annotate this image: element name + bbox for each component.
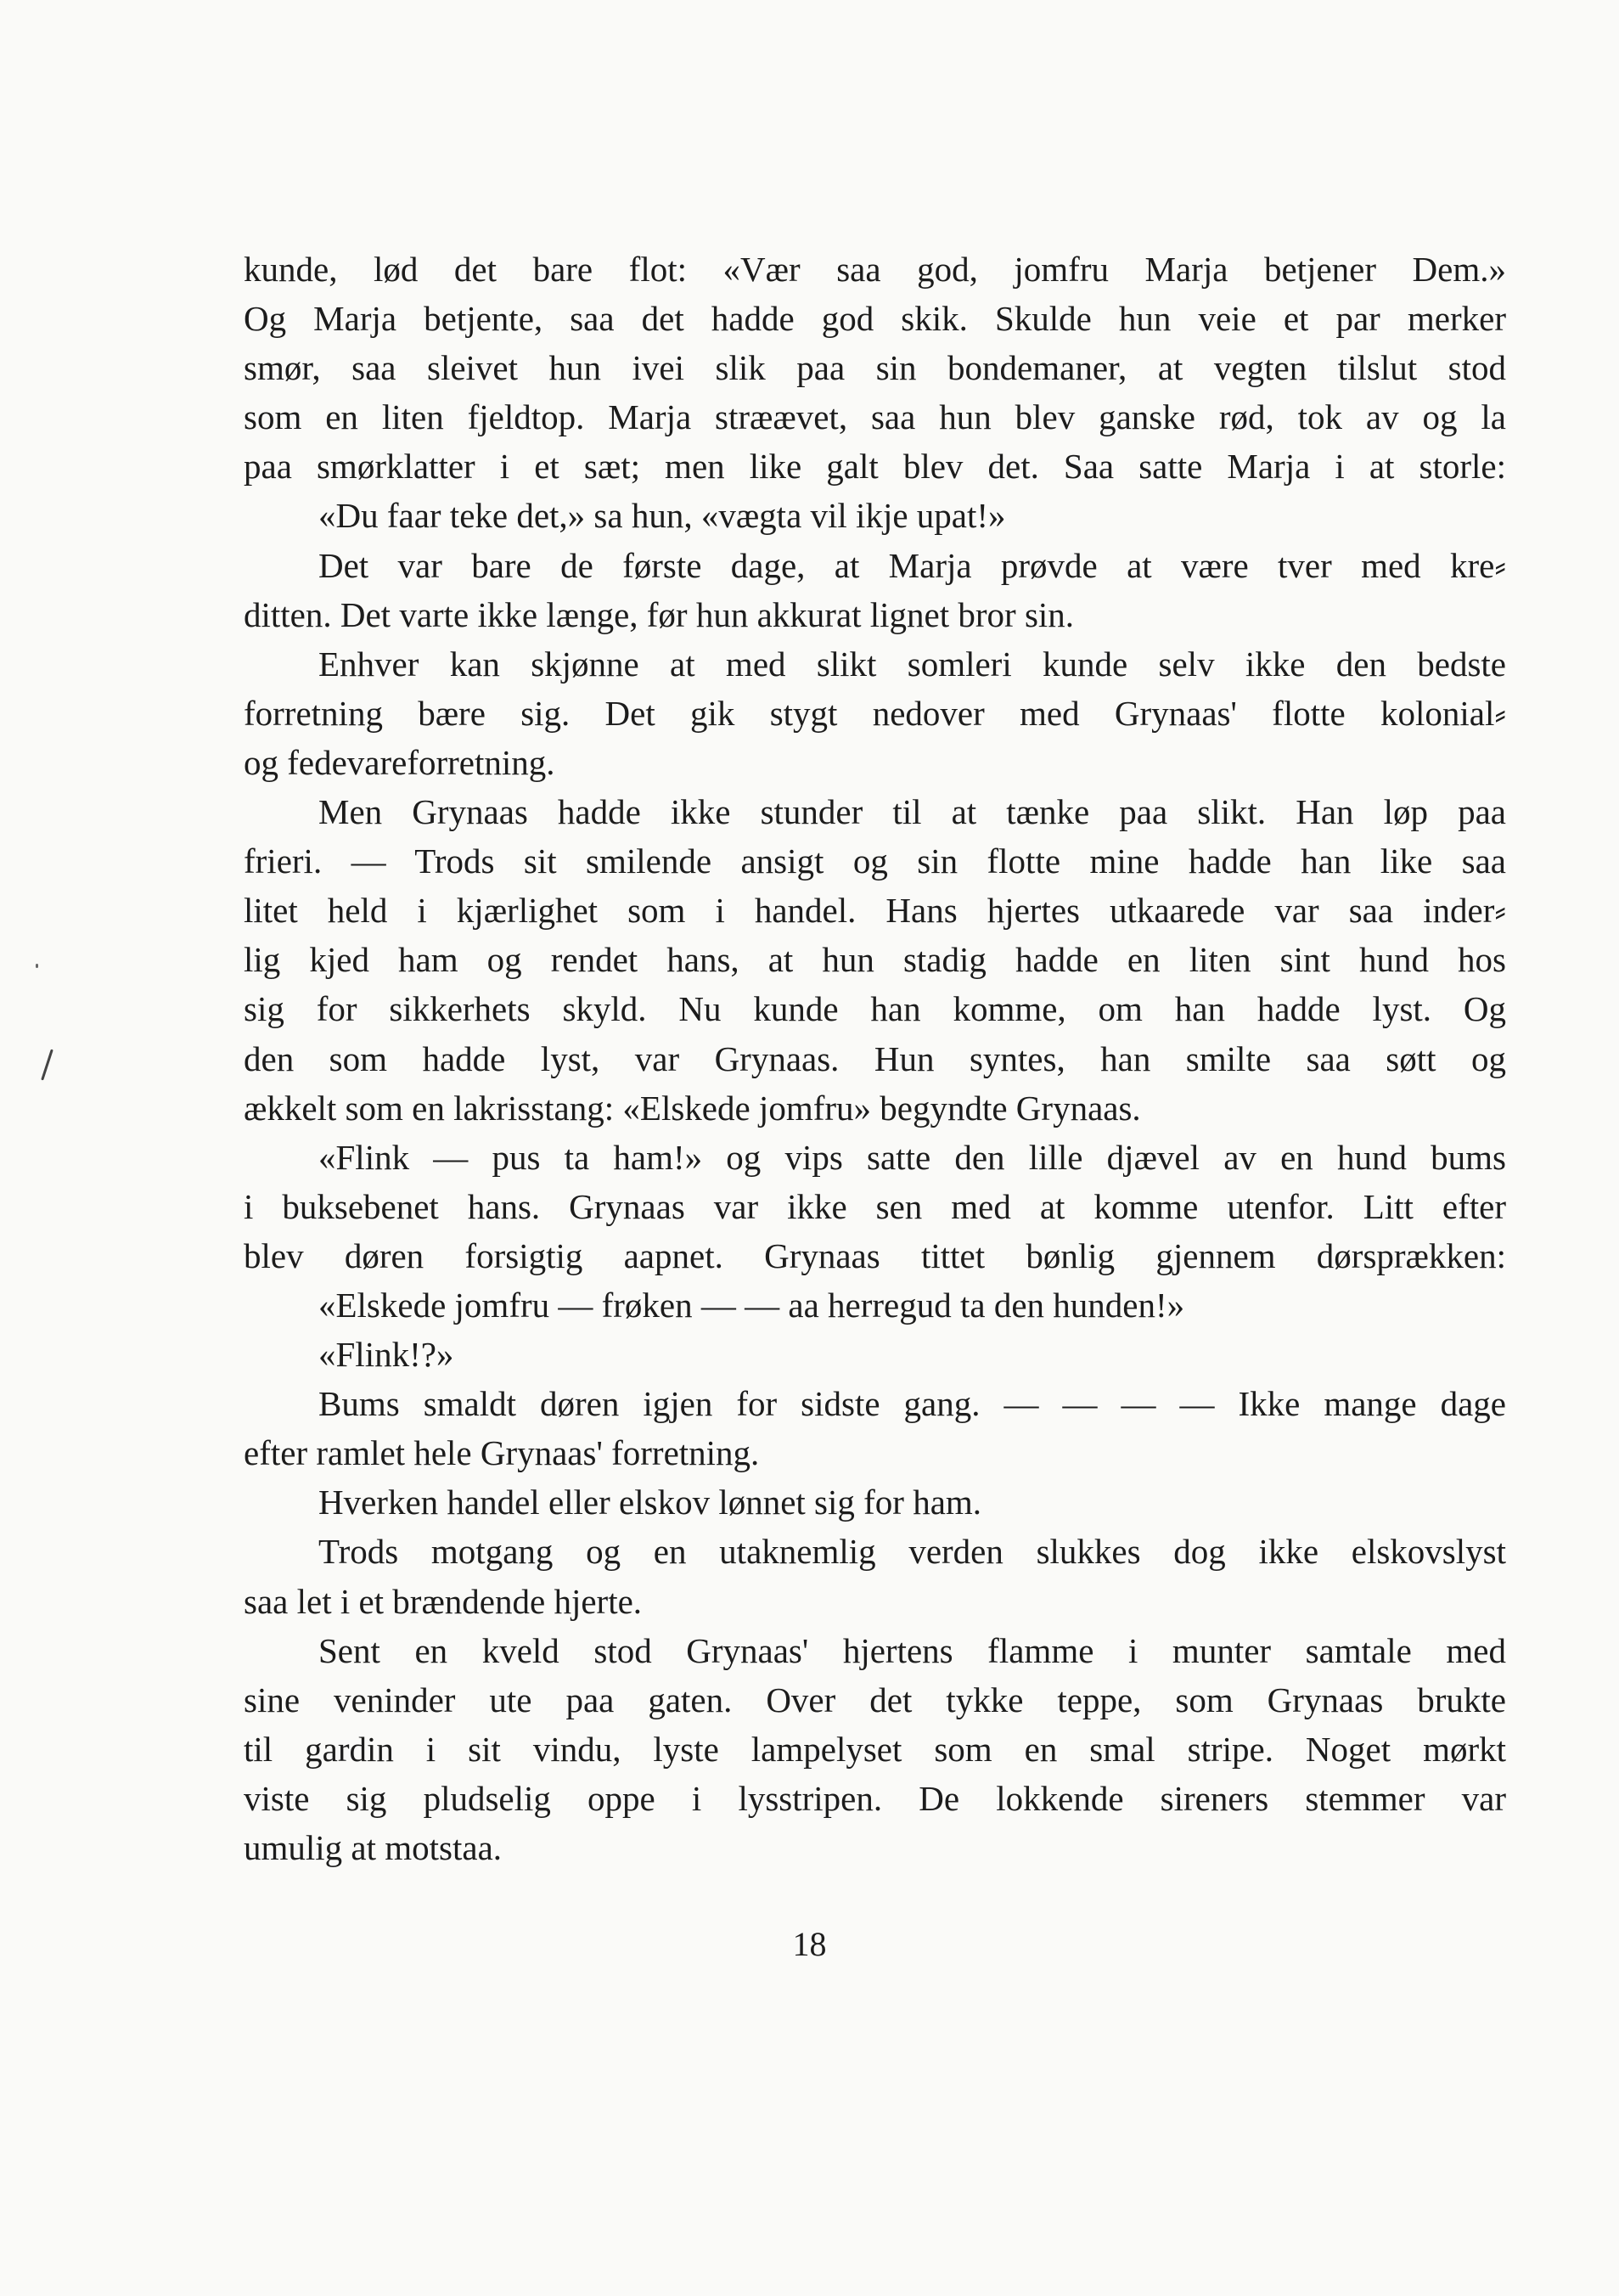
text-line: efter ramlet hele Grynaas' forretning. (244, 1433, 760, 1473)
text-line: ditten. Det varte ikke længe, før hun akkurat lignet bror sin. (244, 594, 1075, 634)
stray-pencil-mark (41, 1049, 53, 1080)
text-line: sig for sikkerhets skyld. Nu kunde han komme, om han hadde lyst. Og (244, 989, 1506, 1029)
text-line: Trods motgang og en utaknemlig verden slukkes dog ikke elskovslyst (318, 1532, 1506, 1572)
text-line: forretning bære sig. Det gik stygt nedover med Grynaas' flotte kolonial⸗ (244, 693, 1506, 733)
text-line: «Elskede jomfru — frøken — — aa herregud ta den hunden!» (318, 1285, 1185, 1325)
page-number: 18 (792, 1925, 827, 1963)
stray-pencil-dot (36, 964, 38, 968)
text-line: litet held i kjærlighet som i handel. Hans hjertes utkaarede var saa inder⸗ (244, 891, 1506, 931)
text-line: i buksebenet hans. Grynaas var ikke sen med at komme utenfor. Litt efter (244, 1186, 1506, 1226)
text-line: «Flink!?» (318, 1335, 454, 1375)
text-line: Og Marja betjente, saa det hadde god skik. Skulde hun veie et par merker (244, 299, 1506, 339)
text-line: og fedevareforretning. (244, 742, 555, 782)
text-line: ækkelt som en lakrisstang: «Elskede jomfru» begyndte Grynaas. (244, 1088, 1141, 1128)
text-line: Enhver kan skjønne at med slikt somleri kunde selv ikke den bedste (318, 644, 1506, 684)
text-line: kunde, lød det bare flot: «Vær saa god, jomfru Marja betjener Dem.» (244, 250, 1506, 289)
text-line: Hverken handel eller elskov lønnet sig for ham. (318, 1483, 982, 1522)
text-line: til gardin i sit vindu, lyste lampelyset som en smal stripe. Noget mørkt (244, 1729, 1506, 1769)
text-line: paa smørklatter i et sæt; men like galt blev det. Saa satte Marja i at storle: (244, 447, 1506, 487)
text-line: smør, saa sleivet hun ivei slik paa sin bondemaner, at vegten tilslut stod (244, 348, 1506, 388)
text-line: blev døren forsigtig aapnet. Grynaas tittet bønlig gjennem dørsprækken: (244, 1235, 1506, 1275)
text-line: lig kjed ham og rendet hans, at hun stadig hadde en liten sint hund hos (244, 940, 1506, 980)
text-line: Det var bare de første dage, at Marja prøvde at være tver med kre⸗ (318, 545, 1506, 585)
text-line: Sent en kveld stod Grynaas' hjertens flamme i munter samtale med (318, 1630, 1506, 1670)
text-line: viste sig pludselig oppe i lysstripen. De lokkende sireners stemmer var (244, 1778, 1506, 1818)
text-line: umulig at motstaa. (244, 1828, 503, 1867)
text-line: frieri. — Trods sit smilende ansigt og sin flotte mine hadde han like saa (244, 841, 1506, 881)
text-line: «Flink — pus ta ham!» og vips satte den lille djævel av en hund bums (318, 1137, 1506, 1177)
text-line: Men Grynaas hadde ikke stunder til at tænke paa slikt. Han løp paa (318, 792, 1506, 832)
body-text (244, 245, 1506, 1872)
text-line: Bums smaldt døren igjen for sidste gang. — — — — Ikke mange dage (318, 1384, 1506, 1424)
text-line: sine veninder ute paa gaten. Over det tykke teppe, som Grynaas brukte (244, 1680, 1506, 1719)
text-line: den som hadde lyst, var Grynaas. Hun syntes, han smilte saa søtt og (244, 1038, 1506, 1078)
text-line: saa let i et brændende hjerte. (244, 1581, 643, 1621)
text-line: som en liten fjeldtop. Marja stræævet, saa hun blev ganske rød, tok av og la (244, 397, 1506, 437)
text-line: «Du faar teke det,» sa hun, «vægta vil ikje upat!» (318, 496, 1006, 536)
